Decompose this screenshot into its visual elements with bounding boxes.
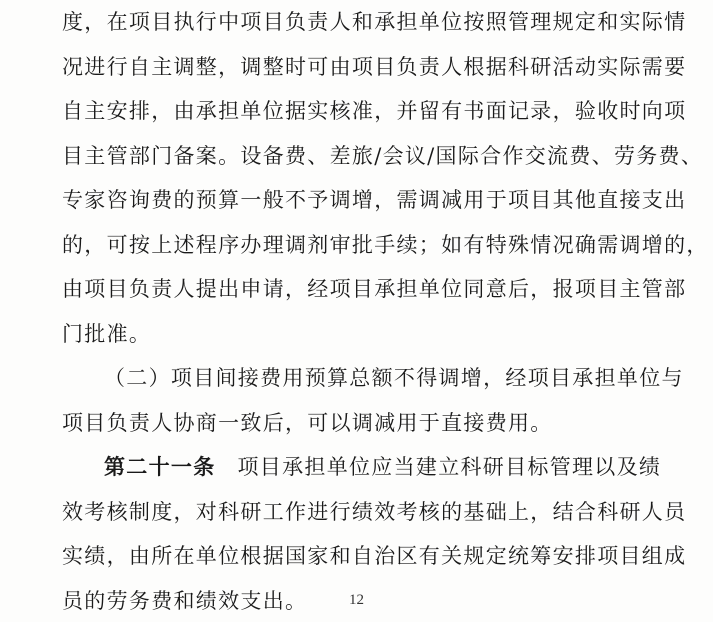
- paragraph-indirect-costs: [62, 356, 684, 445]
- text-line: 由项目负责人提出申请，经项目承担单位同意后，报项目主管部: [62, 277, 687, 301]
- text-line: 门批准。: [62, 321, 152, 346]
- text-line: [62, 445, 672, 490]
- text-line: 的，可按上述程序办理调剂审批手续；如有特殊情况确需调增的，: [62, 232, 709, 257]
- text-line: 况进行自主调整，调整时可由项目负责人根据科研活动实际需要: [62, 54, 687, 79]
- article-heading: 第二十一条: [104, 455, 216, 479]
- text-line: 度，在项目执行中项目负责人和承担单位按照管理规定和实际情: [62, 10, 687, 34]
- text-line: 实绩，由所在单位根据国家和自治区有关规定统筹安排项目组成: [62, 544, 687, 568]
- text-line: 员的劳务费和绩效支出。: [62, 588, 308, 613]
- text-line: （二）项目间接费用预算总额不得调增，经项目承担单位与: [104, 366, 684, 390]
- text-line: 专家咨询费的预算一般不予调增，需调减用于项目其他直接支出: [62, 188, 687, 212]
- article-first-line: 项目承担单位应当建立科研目标管理以及绩: [237, 455, 662, 479]
- text-line: 目主管部门备案。设备费、差旅/会议/国际合作交流费、劳务费、: [62, 143, 704, 168]
- document-body: [62, 0, 709, 622]
- text-line: 项目负责人协商一致后，可以调减用于直接费用。: [62, 410, 553, 435]
- text-line: 效考核制度，对科研工作进行绩效考核的基础上，结合科研人员: [62, 499, 687, 524]
- paragraph-budget-adjustment: [62, 0, 709, 356]
- text-line: 自主安排，由承担单位据实核准，并留有书面记录，验收时向项: [62, 99, 687, 123]
- page-number: 12: [349, 592, 364, 608]
